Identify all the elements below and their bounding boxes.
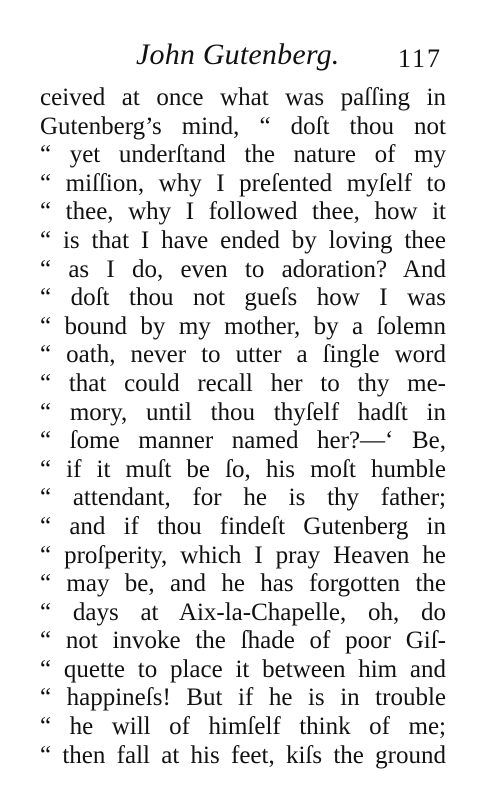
text-line: “ if it muſt be ſo, his moſt humble — [40, 455, 446, 483]
text-line: “ yet underſtand the nature of my — [40, 141, 446, 169]
text-line: Gutenberg’s mind, “ doſt thou not — [40, 112, 446, 140]
text-line: “ days at Aix-la-Chapelle, oh, do — [40, 598, 446, 626]
page-number: 117 — [398, 44, 443, 73]
text-line: “ mory, until thou thyſelf hadſt in — [40, 398, 446, 426]
text-line: “ not invoke the ſhade of poor Giſ- — [40, 627, 446, 655]
body-text — [40, 84, 446, 770]
text-line: “ then fall at his feet, kiſs the ground — [40, 741, 446, 769]
text-line: “ as I do, even to adoration? And — [40, 255, 446, 283]
text-line: “ he will of himſelf think of me; — [40, 713, 446, 741]
text-line: “ may be, and he has forgotten the — [40, 570, 446, 598]
text-line: “ happineſs! But if he is in trouble — [40, 684, 446, 712]
text-line: “ ſome manner named her?—‘ Be, — [40, 427, 446, 455]
text-line: “ oath, never to utter a ſingle word — [40, 341, 446, 369]
text-line: “ bound by my mother, by a ſolemn — [40, 312, 446, 340]
text-line: “ thee, why I followed thee, how it — [40, 198, 446, 226]
text-line: “ is that I have ended by loving thee — [40, 226, 446, 254]
text-line: “ proſperity, which I pray Heaven he — [40, 541, 446, 569]
text-line: “ doſt thou not gueſs how I was — [40, 284, 446, 312]
text-line: “ and if thou findeſt Gutenberg in — [40, 512, 446, 540]
page-header — [0, 38, 484, 78]
text-line: “ miſſion, why I preſented myſelf to — [40, 169, 446, 197]
text-line: “ quette to place it between him and — [40, 655, 446, 683]
text-line: “ that could recall her to thy me- — [40, 369, 446, 397]
running-title: John Gutenberg. — [136, 38, 340, 71]
text-line: “ attendant, for he is thy father; — [40, 484, 446, 512]
text-line: ceived at once what was paſſing in — [40, 84, 446, 111]
